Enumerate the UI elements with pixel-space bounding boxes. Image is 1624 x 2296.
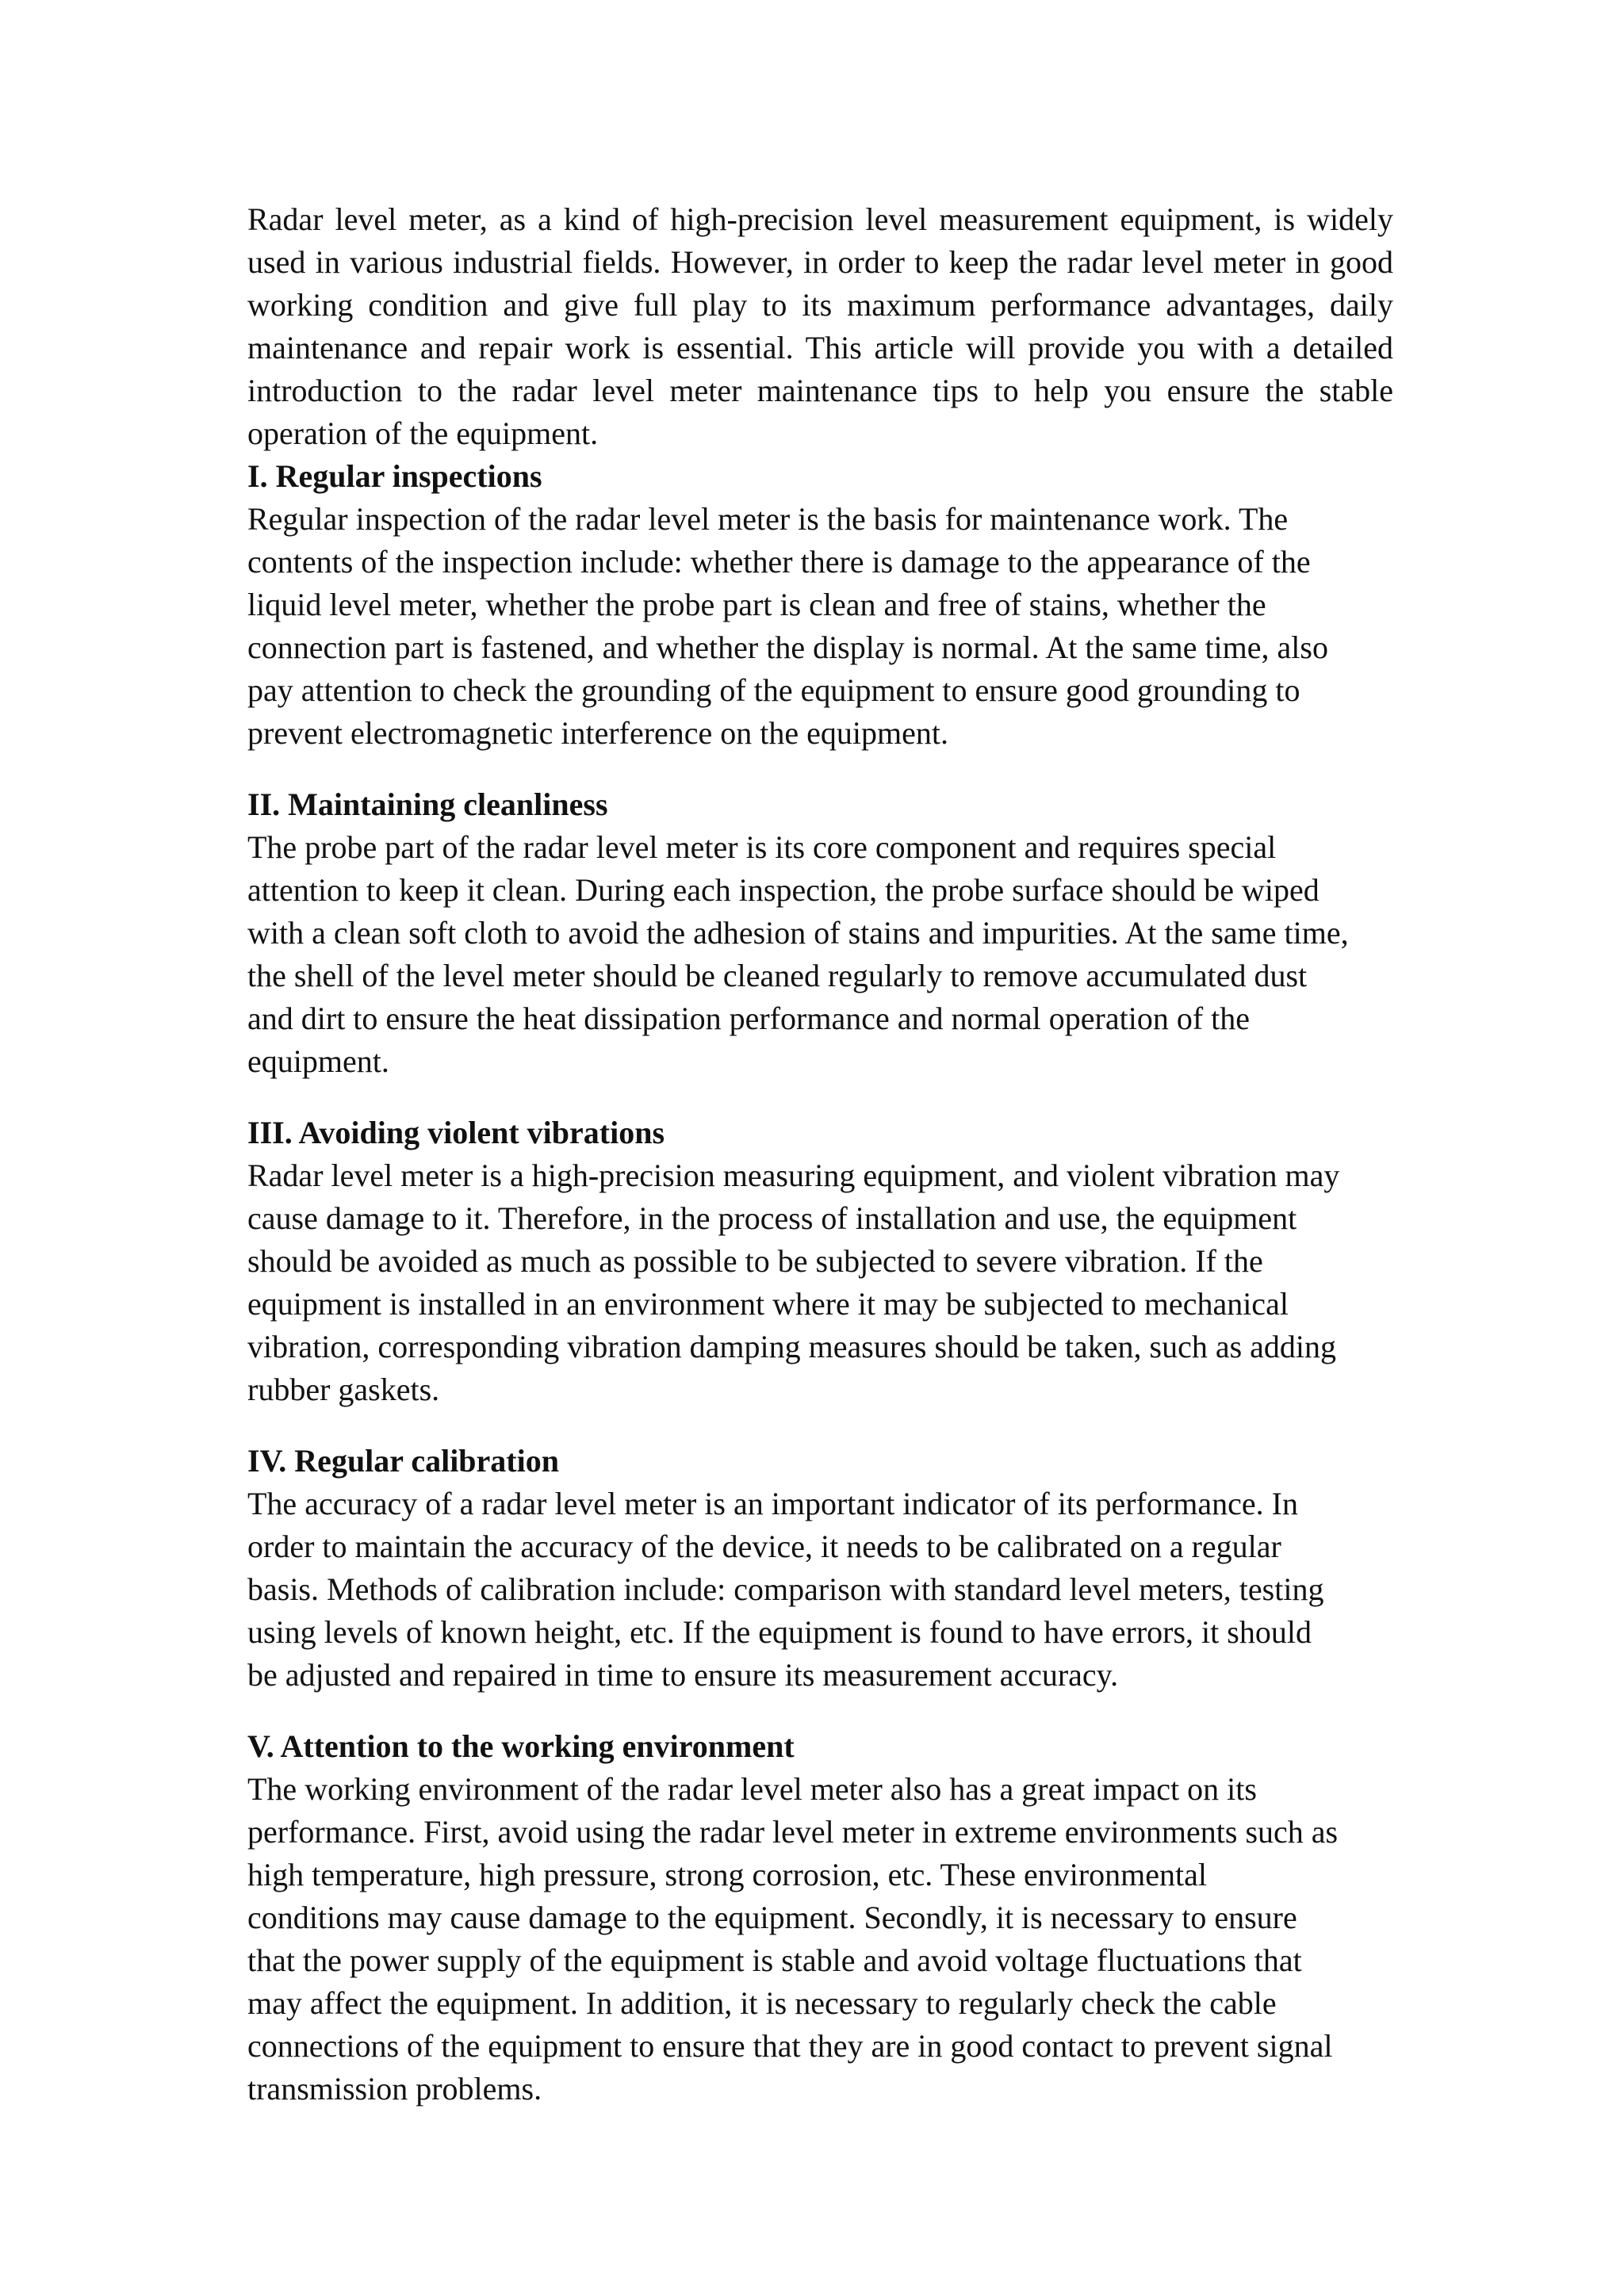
section-heading: I. Regular inspections <box>247 458 542 494</box>
section-heading: II. Maintaining cleanliness <box>247 786 608 822</box>
paragraph-line: pay attention to check the grounding of the equipment to ensure good grounding to <box>247 672 1300 708</box>
paragraph-line: order to maintain the accuracy of the device, it needs to be calibrated on a regular <box>247 1529 1281 1564</box>
paragraph-line: prevent electromagnetic interference on the equipment. <box>247 715 949 751</box>
paragraph-line: The accuracy of a radar level meter is an important indicator of its performance. In <box>247 1486 1298 1521</box>
section-heading: IV. Regular calibration <box>247 1443 559 1479</box>
paragraph-line: using levels of known height, etc. If the equipment is found to have errors, it should <box>247 1614 1312 1650</box>
section-spacer <box>247 1697 1393 1725</box>
paragraph-line: The working environment of the radar level meter also has a great impact on its <box>247 1771 1257 1807</box>
paragraph-line: high temperature, high pressure, strong corrosion, etc. These environmental <box>247 1857 1208 1892</box>
paragraph-line: transmission problems. <box>247 2071 542 2107</box>
paragraph-line: performance. First, avoid using the radar level meter in extreme environments such as <box>247 1814 1339 1850</box>
section-spacer <box>247 1411 1393 1440</box>
paragraph-line: Regular inspection of the radar level meter is the basis for maintenance work. The <box>247 501 1289 537</box>
section-paragraph <box>247 498 1393 755</box>
paragraph-line: equipment is installed in an environment where it may be subjected to mechanical <box>247 1286 1289 1322</box>
section-heading: V. Attention to the working environment <box>247 1728 795 1764</box>
paragraph-line: should be avoided as much as possible to be subjected to severe vibration. If the <box>247 1243 1263 1279</box>
section-paragraph <box>247 1483 1393 1697</box>
paragraph-line: contents of the inspection include: whether there is damage to the appearance of the <box>247 544 1311 580</box>
intro-line: operation of the equipment. <box>247 415 599 451</box>
section-regular-inspections <box>247 455 1393 755</box>
section-spacer <box>247 1083 1393 1112</box>
paragraph-line: attention to keep it clean. During each inspection, the probe surface should be wiped <box>247 872 1320 908</box>
paragraph-line: basis. Methods of calibration include: comparison with standard level meters, testing <box>247 1571 1324 1607</box>
section-working-environment <box>247 1725 1393 2110</box>
paragraph-line: with a clean soft cloth to avoid the adhesion of stains and impurities. At the same time, <box>247 915 1349 951</box>
section-heading: III. Avoiding violent vibrations <box>247 1115 665 1150</box>
paragraph-line: vibration, corresponding vibration damping measures should be taken, such as adding <box>247 1329 1337 1364</box>
paragraph-line: cause damage to it. Therefore, in the process of installation and use, the equipment <box>247 1200 1297 1236</box>
section-paragraph <box>247 1154 1393 1411</box>
intro-paragraph <box>247 198 1393 455</box>
section-paragraph <box>247 826 1393 1083</box>
section-maintaining-cleanliness <box>247 783 1393 1083</box>
intro-line: maintenance and repair work is essential. This article will provide you with a detailed <box>247 330 1393 365</box>
section-avoiding-vibrations <box>247 1112 1393 1411</box>
paragraph-line: be adjusted and repaired in time to ensure its measurement accuracy. <box>247 1657 1119 1693</box>
intro-line: introduction to the radar level meter maintenance tips to help you ensure the stable <box>247 373 1393 408</box>
paragraph-line: equipment. <box>247 1043 389 1079</box>
paragraph-line: connection part is fastened, and whether the display is normal. At the same time, also <box>247 629 1328 665</box>
paragraph-line: liquid level meter, whether the probe part is clean and free of stains, whether the <box>247 587 1266 622</box>
section-spacer <box>247 755 1393 783</box>
paragraph-line: connections of the equipment to ensure that they are in good contact to prevent signal <box>247 2028 1333 2064</box>
paragraph-line: rubber gaskets. <box>247 1372 440 1407</box>
paragraph-line: and dirt to ensure the heat dissipation performance and normal operation of the <box>247 1001 1251 1036</box>
intro-line: used in various industrial fields. However, in order to keep the radar level meter in good <box>247 244 1393 280</box>
section-regular-calibration <box>247 1440 1393 1697</box>
paragraph-line: the shell of the level meter should be cleaned regularly to remove accumulated dust <box>247 958 1308 993</box>
intro-line: working condition and give full play to its maximum performance advantages, daily <box>247 287 1393 323</box>
paragraph-line: Radar level meter is a high-precision measuring equipment, and violent vibration may <box>247 1158 1340 1193</box>
paragraph-line: The probe part of the radar level meter is its core component and requires special <box>247 829 1277 865</box>
section-paragraph <box>247 1768 1393 2110</box>
intro-line: Radar level meter, as a kind of high-precision level measurement equipment, is widely <box>247 201 1393 237</box>
paragraph-line: conditions may cause damage to the equipment. Secondly, it is necessary to ensure <box>247 1900 1297 1935</box>
paragraph-line: that the power supply of the equipment is stable and avoid voltage fluctuations that <box>247 1942 1302 1978</box>
document-page <box>247 198 1393 2110</box>
paragraph-line: may affect the equipment. In addition, it is necessary to regularly check the cable <box>247 1985 1277 2021</box>
